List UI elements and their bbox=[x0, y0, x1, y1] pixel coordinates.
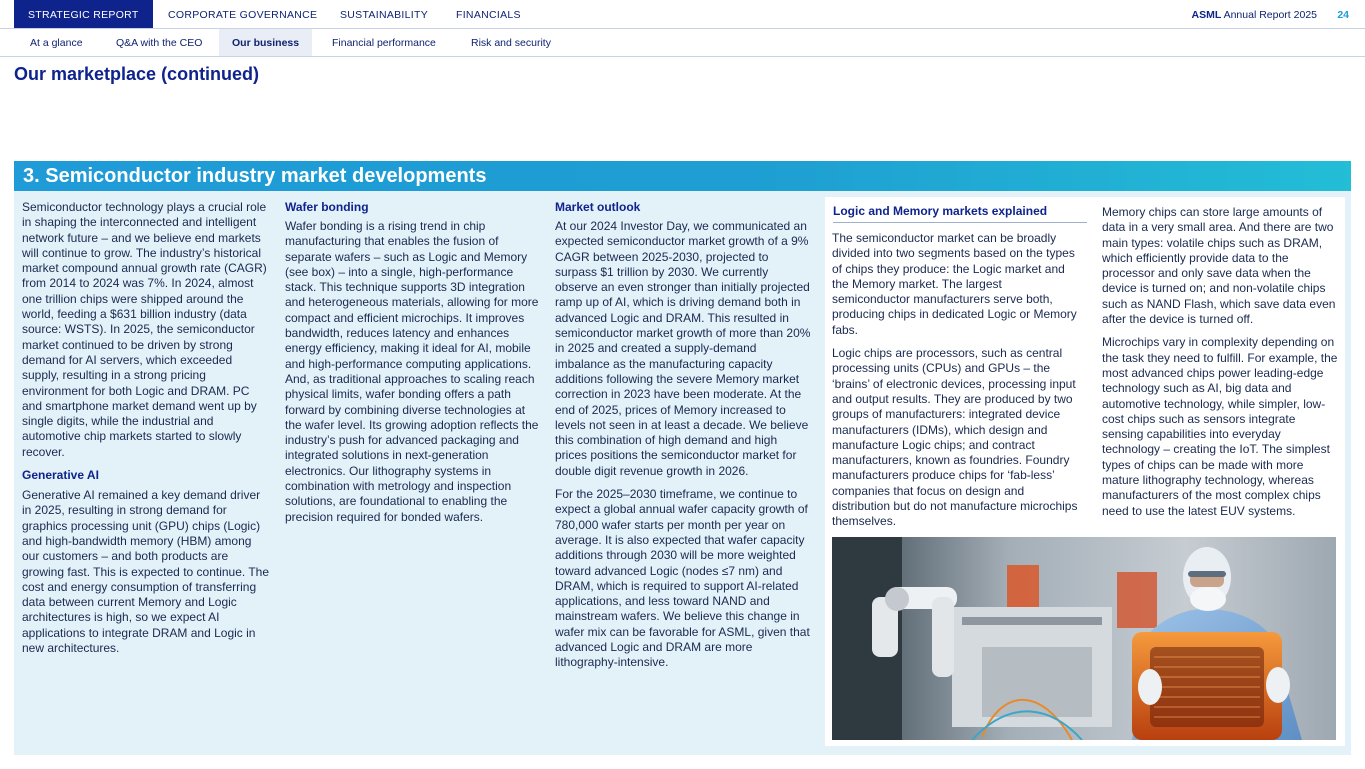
page-number: 24 bbox=[1337, 9, 1349, 21]
tab-corporate-governance[interactable]: CORPORATE GOVERNANCE bbox=[168, 9, 318, 21]
intro-paragraph: Semiconductor technology plays a crucial role in shaping the interconnected and intelligent network future – and we believe end markets will continue to grow. The industry’s historical market compound annual growth rate (CAGR) from 2014 to 2024 was 7%. In 2024, almost one trillion chips were shipped around the world, feeding a $631 billion industry (data source: WSTS). In 2025, the semiconductor market continued to be driven by strong demand for AI servers, which exceeded supply, resulting in a strong pricing environment for both Logic and DRAM. PC and smartphone market demand went up by single digits, while the industrial and automotive chip markets started to slowly recover. bbox=[22, 200, 267, 459]
box-paragraph-2: Logic chips are processors, such as central processing units (CPUs) and GPUs – the ‘brains’ of electronic devices, processing input and output results. They are produced by two groups of manufacturers: integrated device manufacturers (IDMs), which design and manufacture Logic chips; and contract manufacturers, known as foundries. Foundry manufacturers produce chips for ‘fab-less’ companies that focus on design and distribution but do not manufacture microchips themselves. bbox=[832, 346, 1078, 529]
section-title: 3. Semiconductor industry market developments bbox=[23, 165, 487, 187]
box-title: Logic and Memory markets explained bbox=[833, 204, 1087, 223]
wafer-bonding-heading: Wafer bonding bbox=[285, 200, 369, 214]
subnav-at-a-glance[interactable]: At a glance bbox=[30, 37, 83, 49]
subnav-risk-and-security[interactable]: Risk and security bbox=[471, 37, 551, 49]
top-navigation bbox=[0, 0, 1365, 29]
report-title-text: Annual Report 2025 bbox=[1223, 9, 1317, 21]
market-outlook-paragraph-1: At our 2024 Investor Day, we communicated an expected semiconductor market growth of a 9% CAGR between 2025-2030, projected to surpass $1 trillion by 2030. We currently observe an even stronger than initially projected ramp up of AI, which is driving demand both in advanced Logic and DRAM. This resulted in semiconductor market growth of more than 20% in 2025 and created a supply-demand imbalance as the manufacturing capacity additions following the severe Memory market correction in 2023 have been moderate. At the end of 2025, prices of Memory increased to levels not seen in at least a decade. We believe this combination of high demand and high prices positions the semiconductor market for double digit revenue growth in 2026. bbox=[555, 219, 811, 478]
tab-sustainability[interactable]: SUSTAINABILITY bbox=[340, 9, 429, 21]
cleanroom-photo bbox=[832, 537, 1336, 740]
tab-financials[interactable]: FINANCIALS bbox=[456, 9, 521, 21]
wafer-bonding-paragraph: Wafer bonding is a rising trend in chip manufacturing that enables the fusion of separate wafers – such as Logic and Memory (see box) – into a single, high-performance stack. This technique supports 3D integration and heterogeneous materials, allowing for more compact and efficient microchips. It improves bandwidth, reduces latency and enhances energy efficiency, making it ideal for AI, mobile and high-performance computing applications. And, as traditional approaches to scaling reach physical limits, wafer bonding offers a path forward by combining diverse technologies at the wafer level. Its growing adoption reflects the industry’s push for advanced packaging and integrated solutions in next-generation electronics. Our lithography systems in combination with metrology and inspection solutions, are foundational to enabling the precision required for bonded wafers. bbox=[285, 219, 539, 524]
subnav-qa-with-ceo[interactable]: Q&A with the CEO bbox=[116, 37, 203, 49]
column-3 bbox=[555, 200, 811, 671]
market-outlook-heading: Market outlook bbox=[555, 200, 641, 214]
report-brand: ASML bbox=[1191, 9, 1222, 21]
page-title: Our marketplace (continued) bbox=[14, 64, 260, 84]
box-paragraph-3: Memory chips can store large amounts of data in a very small area. And there are two main types: volatile chips such as DRAM, which efficiently provide data to the processor and only save data when the device is turned on; and non-volatile chips such as NAND Flash, which save data even after the device is turned off. bbox=[1102, 205, 1336, 327]
subnav-our-business[interactable]: Our business bbox=[219, 29, 312, 56]
column-1 bbox=[22, 200, 270, 656]
sub-navigation bbox=[0, 29, 1365, 57]
box-paragraph-1: The semiconductor market can be broadly divided into two segments based on the types of chips they produce: the Logic market and the Memory market. The largest semiconductor manufacturers serve both, producing chips in dedicated Logic or Memory fabs. bbox=[832, 231, 1077, 337]
generative-ai-heading: Generative AI bbox=[22, 468, 99, 483]
generative-ai-paragraph: Generative AI remained a key demand driver in 2025, resulting in strong demand for graphics processing unit (GPU) chips (Logic) and high-bandwidth memory (HBM) among our customers – and both products are growing fast. This is expected to continue. The cost and energy consumption of transferring data between current Memory and Logic architectures is high, so we expect AI applications to integrate DRAM and Logic in new architectures. bbox=[22, 488, 270, 656]
market-outlook-paragraph-2: For the 2025–2030 timeframe, we continue to expect a global annual wafer capacity growth of 780,000 wafer starts per month per year on average. It is also expected that wafer capacity additions through 2030 will be more weighted toward advanced Logic (nodes ≤7 nm) and DRAM, which is required to support AI-related applications, and less toward NAND and mainstream wafers. We believe this change in wafer mix can be favorable for ASML, given that advanced Logic and DRAM are more lithography-intensive. bbox=[555, 487, 810, 670]
subnav-financial-performance[interactable]: Financial performance bbox=[332, 37, 436, 49]
section-header bbox=[14, 161, 1351, 191]
tab-strategic-report[interactable]: STRATEGIC REPORT bbox=[14, 0, 153, 28]
box-paragraph-4: Microchips vary in complexity depending on the task they need to fulfill. For example, the most advanced chips power leading-edge technology such as AI, big data and automotive technology, while simpler, low-cost chips such as sensors integrate sensing capabilities into everyday technology – creating the IoT. The simplest types of chips can be made with more mature lithography technology, whereas manufacturers of the most complex chips need to use the latest EUV systems. bbox=[1102, 335, 1338, 518]
report-title[interactable] bbox=[1192, 0, 1318, 31]
box-column-left bbox=[832, 231, 1080, 530]
box-column-right bbox=[1102, 205, 1338, 519]
column-2 bbox=[285, 200, 541, 525]
